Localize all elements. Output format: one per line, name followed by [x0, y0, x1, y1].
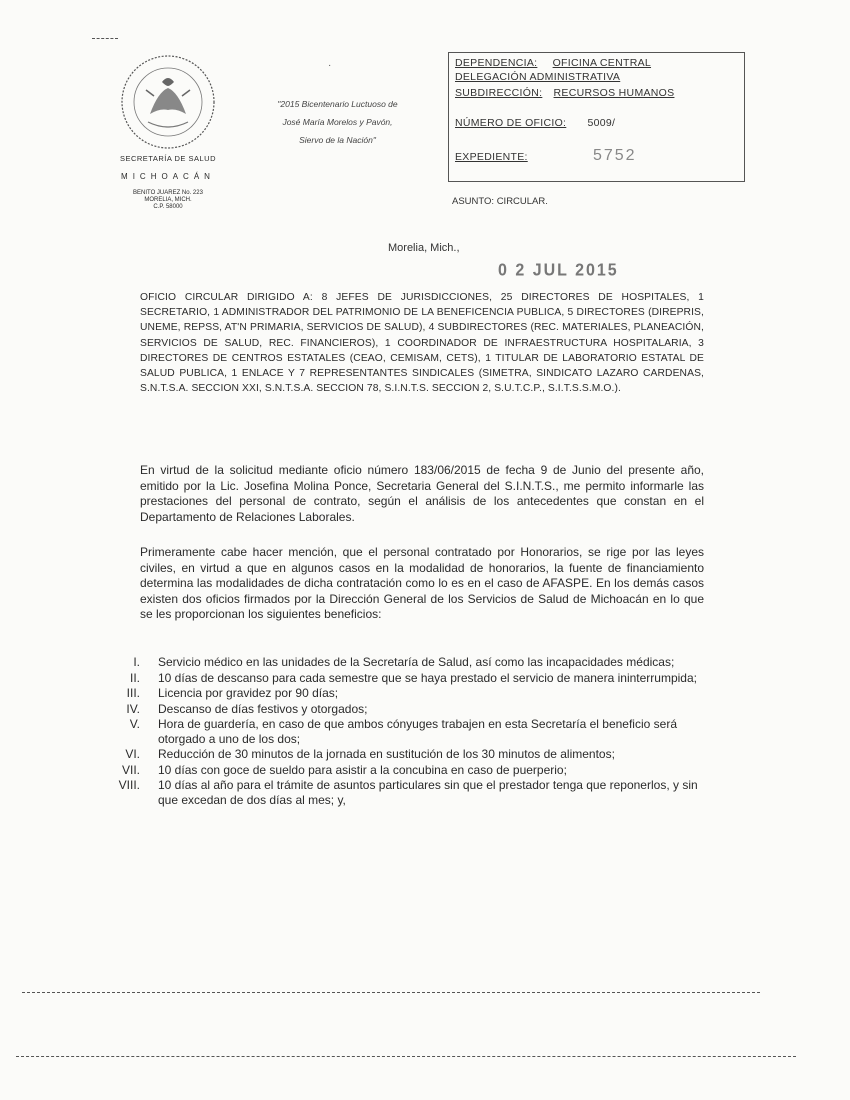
stamp-label: DELEGACIÓN ADMINISTRATIVA: [455, 71, 621, 83]
stamp-value: RECURSOS HUMANOS: [553, 87, 675, 99]
list-text: Licencia por gravidez por 90 días;: [158, 686, 339, 700]
motto-line: José María Morelos y Pavón,: [282, 117, 393, 127]
list-item: [100, 671, 700, 686]
stamp-row-subdireccion: [455, 87, 674, 99]
stamp-row-expediente: [455, 147, 637, 165]
list-numeral: III.: [126, 686, 140, 700]
address-line: BENITO JUAREZ No. 223: [133, 190, 203, 196]
motto: [255, 95, 420, 149]
list-text: 10 días al año para el trámite de asuntos particulares sin que el prestador tenga que reponerlos, y sin que excedan de dos días al mes; y,: [158, 778, 698, 807]
stamp-label: SUBDIRECCIÓN:: [455, 87, 543, 99]
stamp-label: NÚMERO DE OFICIO:: [455, 117, 567, 129]
list-item: [100, 702, 700, 717]
asunto: ASUNTO: CIRCULAR.: [452, 196, 548, 207]
scan-artifact-line: [22, 992, 760, 993]
stamp-value: 5752: [592, 147, 637, 164]
eagle-seal-icon: [118, 52, 218, 152]
stamp-row-delegacion: [455, 71, 620, 83]
date-stamp: 0 2 JUL 2015: [498, 261, 619, 280]
list-item: [100, 655, 700, 670]
list-text: Reducción de 30 minutos de la jornada en sustitución de los 30 minutos de alimentos;: [158, 747, 615, 761]
list-text: 10 días de descanso para cada semestre que se haya prestado el servicio de manera ininterrumpida;: [158, 670, 697, 685]
list-numeral: I.: [133, 655, 140, 669]
list-numeral: IV.: [126, 701, 140, 716]
address-line: C.P. 58000: [153, 204, 183, 210]
list-text: Servicio médico en las unidades de la Secretaría de Salud, así como las incapacidades médicas;: [158, 655, 675, 669]
list-item: [100, 686, 700, 701]
body-paragraph-2: Primeramente cabe hacer mención, que el personal contratado por Honorarios, se rige por las leyes civiles, en virtud a que en algunos casos en la modalidad de honorarios, la fuente de financiamiento determina las modalidades de dicha contratación como lo es en el caso de AFASPE. En los demás casos existen dos oficios firmados por la Dirección General de los Servicios de Salud de Michoacán en lo que se les proporcionan los siguientes beneficios:: [140, 545, 704, 621]
address-block: [108, 190, 228, 211]
city-line: Morelia, Mich.,: [388, 242, 460, 254]
stray-mark: ·: [328, 60, 332, 71]
list-item: [100, 778, 700, 807]
list-item: [100, 747, 700, 762]
list-numeral: V.: [129, 717, 140, 731]
list-numeral: VII.: [121, 762, 140, 777]
benefits-list: [100, 655, 700, 808]
address-line: MORELIA, MICH.: [144, 197, 192, 203]
list-item: [100, 763, 700, 778]
stamp-value: OFICINA CENTRAL: [552, 57, 652, 69]
list-numeral: VIII.: [118, 778, 140, 792]
motto-line: "2015 Bicentenario Luctuoso de: [277, 99, 398, 109]
stamp-value: 5009/: [587, 117, 616, 129]
office-stamp: [448, 52, 745, 182]
scan-artifact-line: [16, 1056, 796, 1057]
list-numeral: VI.: [125, 747, 140, 761]
body-paragraph-1: En virtud de la solicitud mediante oficio número 183/06/2015 de fecha 9 de Junio del presente año, emitido por la Lic. Josefina Molina Ponce, Secretaria General del S.I.N.T.S., me permito informarle las prestaciones del personal de contrato, según el análisis de los antecedentes que constan en el Departamento de Relaciones Laborales.: [140, 463, 704, 524]
stamp-row-numero: [455, 117, 615, 129]
estado-label: MICHOACÁN: [121, 172, 215, 181]
scan-artifact-line: [92, 38, 118, 39]
secretaria-label: SECRETARÍA DE SALUD: [119, 154, 217, 163]
stamp-row-dependencia: [455, 57, 651, 69]
list-numeral: II.: [129, 670, 140, 685]
list-text: Hora de guardería, en caso de que ambos cónyuges trabajen en esta Secretaría el beneficio será otorgado a uno de los dos;: [158, 717, 677, 746]
stamp-label: DEPENDENCIA:: [455, 57, 538, 69]
list-text: Descanso de días festivos y otorgados;: [158, 701, 368, 716]
government-seal: [118, 52, 218, 152]
recipients-paragraph: OFICIO CIRCULAR DIRIGIDO A: 8 JEFES DE JURISDICCIONES, 25 DIRECTORES DE HOSPITALES, 1 SECRETARIO, 1 ADMINISTRADOR DEL PATRIMONIO DE LA BENEFICENCIA PUBLICA, 5 DIRECTORES (DIREPRIS, UNEME, REPSS, AT'N PRIMARIA, SERVICIOS DE SALUD), 4 SUBDIRECTORES (REC. MATERIALES, PLANEACIÓN, SERVICIOS DE SALUD, REC. FINANCIEROS), 1 COORDINADOR DE INFRAESTRUCTURA HOSPITALARIA, 3 DIRECTORES DE CENTROS ESTATALES (CEAO, CEMISAM, CETS), 1 TITULAR DE LABORATORIO ESTATAL DE SALUD PUBLICA, 1 ENLACE Y 7 REPRESENTANTES SINDICALES (SIMETRA, SINDICATO LAZARO CARDENAS, S.N.T.S.A. SECCION XXI, S.N.T.S.A. SECCION 78, S.I.N.T.S. SECCION 2, S.U.T.C.P., S.I.T.S.S.M.O.).: [140, 292, 704, 395]
list-item: [100, 717, 700, 746]
motto-line: Siervo de la Nación": [299, 135, 376, 145]
stamp-label: EXPEDIENTE:: [455, 151, 528, 163]
list-text: 10 días con goce de sueldo para asistir a la concubina en caso de puerperio;: [158, 762, 567, 777]
